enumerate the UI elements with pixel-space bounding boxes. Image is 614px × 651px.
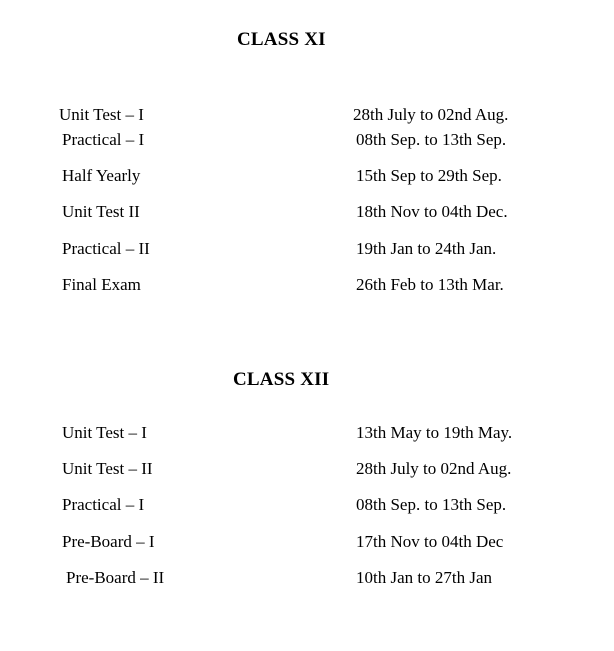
class-xi-row-label: Half Yearly — [62, 166, 141, 185]
class-xii-row-dates: 10th Jan to 27th Jan — [356, 568, 492, 587]
class-xii-title: CLASS XII — [233, 369, 330, 390]
class-xii-row-label: Pre-Board – II — [66, 568, 165, 587]
class-xii-row-label: Practical – I — [62, 495, 145, 514]
class-xi-row-dates: 19th Jan to 24th Jan. — [356, 239, 497, 258]
class-xi-row-dates: 18th Nov to 04th Dec. — [356, 202, 508, 221]
class-xi-row-label: Practical – II — [62, 239, 150, 258]
class-xi-row-label: Unit Test – I — [59, 105, 144, 124]
class-xii-row-label: Unit Test – II — [62, 459, 153, 478]
class-xii-row-label: Unit Test – I — [62, 423, 147, 442]
class-xii-row-label: Pre-Board – I — [62, 532, 155, 551]
class-xi-row-dates: 28th July to 02nd Aug. — [353, 105, 509, 124]
class-xi-row-label: Final Exam — [62, 275, 141, 294]
class-xi-row-dates: 26th Feb to 13th Mar. — [356, 275, 504, 294]
class-xi-row-dates: 08th Sep. to 13th Sep. — [356, 130, 507, 149]
class-xi-row-label: Unit Test II — [62, 202, 140, 221]
class-xii-row-dates: 28th July to 02nd Aug. — [356, 459, 512, 478]
class-xii-row-dates: 13th May to 19th May. — [356, 423, 513, 442]
class-xi-row-dates: 15th Sep to 29th Sep. — [356, 166, 502, 185]
class-xi-row-label: Practical – I — [62, 130, 145, 149]
class-xi-title: CLASS XI — [237, 29, 326, 50]
class-xii-row-dates: 08th Sep. to 13th Sep. — [356, 495, 507, 514]
class-xii-row-dates: 17th Nov to 04th Dec — [356, 532, 504, 551]
